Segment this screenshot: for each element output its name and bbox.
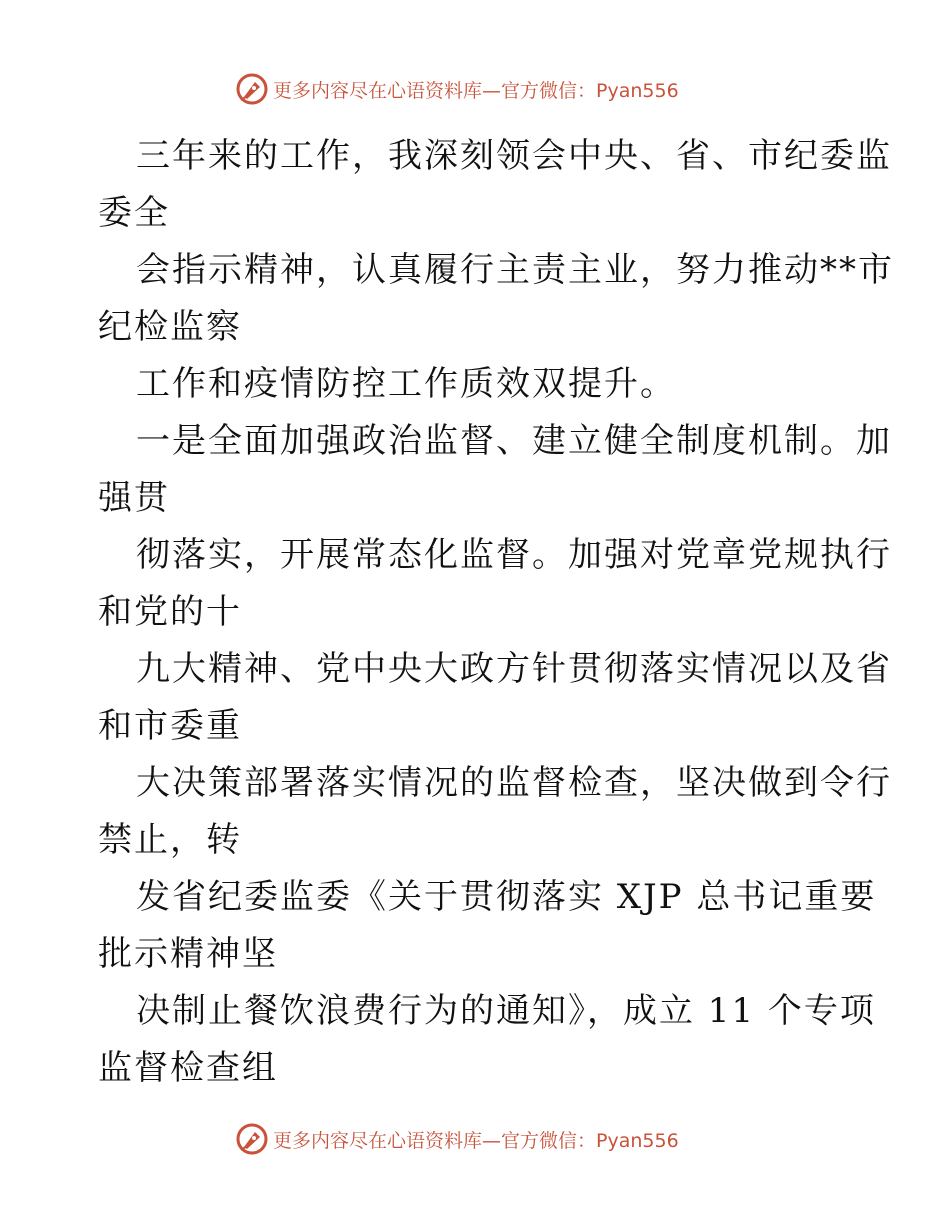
document-body xyxy=(98,128,894,1097)
watermark-footer xyxy=(235,1122,715,1156)
paragraph-line: 禁止，转 xyxy=(98,820,242,860)
paragraph xyxy=(98,641,892,755)
paragraph-line: 一是全面加强政治监督、建立健全制度机制。加 xyxy=(136,421,892,461)
paragraph xyxy=(98,869,877,983)
paragraph-line: 工作和疫情防控工作质效双提升。 xyxy=(136,364,676,404)
paragraph-line: 三年来的工作，我深刻领会中央、省、市纪委监 xyxy=(136,136,892,176)
paragraph-line: 委全 xyxy=(98,193,170,233)
paragraph-line: 九大精神、党中央大政方针贯彻落实情况以及省 xyxy=(136,649,892,689)
watermark-header xyxy=(235,72,715,106)
paragraph xyxy=(98,413,892,527)
watermark-text: 更多内容尽在心语资料库—官方微信：Pyan556 xyxy=(273,1129,679,1152)
pen-nib-logo-icon xyxy=(235,1122,269,1156)
paragraph-line: 强贯 xyxy=(98,478,170,518)
paragraph-line: 纪检监察 xyxy=(98,307,242,347)
paragraph-line: 彻落实，开展常态化监督。加强对党章党规执行 xyxy=(136,535,892,575)
paragraph-line: 发省纪委监委《关于贯彻落实 XJP 总书记重要 xyxy=(136,877,877,917)
paragraph xyxy=(98,755,892,869)
paragraph-line: 决制止餐饮浪费行为的通知》，成立 11 个专项 xyxy=(136,991,876,1031)
paragraph-line: 会指示精神，认真履行主责主业，努力推动**市 xyxy=(136,250,894,290)
paragraph xyxy=(98,242,894,356)
paragraph-line: 和党的十 xyxy=(98,592,242,632)
pen-nib-logo-icon xyxy=(235,72,269,106)
paragraph-line: 监督检查组 xyxy=(98,1048,278,1088)
paragraph xyxy=(98,356,858,413)
paragraph-line: 大决策部署落实情况的监督检查，坚决做到令行 xyxy=(136,763,892,803)
paragraph-line: 和市委重 xyxy=(98,706,242,746)
watermark-text: 更多内容尽在心语资料库—官方微信：Pyan556 xyxy=(273,79,679,102)
paragraph xyxy=(98,983,876,1097)
paragraph-line: 批示精神坚 xyxy=(98,934,278,974)
paragraph xyxy=(98,128,892,242)
paragraph xyxy=(98,527,892,641)
